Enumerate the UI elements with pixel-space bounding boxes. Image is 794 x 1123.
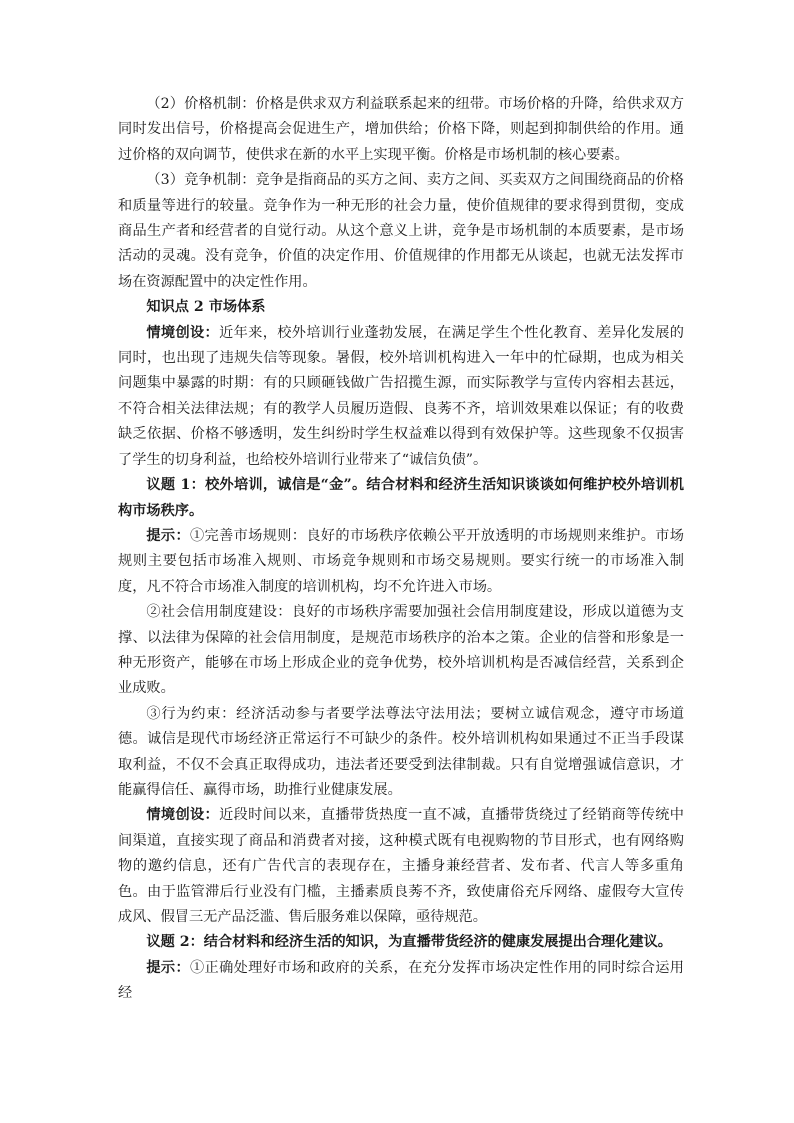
hint-paragraph-1 (118, 524, 684, 600)
scenario-lead-2: 情境创设： (146, 807, 220, 824)
document-page (118, 92, 684, 1007)
section-heading: 知识点 2 市场体系 (146, 299, 266, 316)
scenario-lead-1: 情境创设： (146, 324, 220, 341)
hint-paragraph-2: ②社会信用制度建设：良好的市场秩序需要加强社会信用制度建设，形成以道德为支撑、以法律为保障的社会信用制度，是规范市场秩序的治本之策。企业的信誉和形象是一种无形资产，能够在市场上形成企业的竞争优势，校外培训机构是否减信经营，关系到企业成败。 (118, 604, 684, 697)
paragraph-price-mechanism: （2）价格机制：价格是供求双方利益联系起来的纽带。市场价格的升降，给供求双方同时发出信号，价格提高会促进生产，增加供给；价格下降，则起到抑制供给的作用。通过价格的双向调节，使供求在新的水平上实现平衡。价格是市场机制的核心要素。 (118, 96, 684, 163)
scenario-paragraph-1 (118, 321, 684, 473)
hint-text-4: ①正确处理好市场和政府的关系，在充分发挥市场决定性作用的同时综合运用经 (118, 959, 684, 1002)
hint-paragraph-4 (118, 956, 684, 1007)
hint-text-1: ①完善市场规则：良好的市场秩序依赖公平开放透明的市场规则来维护。市场规则主要包括市场准入规则、市场竞争规则和市场交易规则。要实行统一的市场准入制度，凡不符合市场准入制度的培训机构，均不允许进入市场。 (118, 527, 684, 595)
scenario-paragraph-2 (118, 803, 684, 930)
hint-lead-1: 提示： (146, 527, 191, 544)
scenario-text-2: 近段时间以来，直播带货热度一直不减，直播带货绕过了经销商等传统中间渠道，直接实现了商品和消费者对接，这种模式既有电视购物的节目形式，也有网络购物的邀约信息，还有广告代言的表现存在，主播身兼经营者、发布者、代言人等多重角色。由于监管滞后行业没有门槛，主播素质良莠不齐，致使庸俗充斥网络、虚假夸大宣传成风、假冒三无产品泛滥、售后服务难以保障，亟待规范。 (118, 807, 684, 925)
hint-paragraph-3: ③行为约束：经济活动参与者要学法尊法守法用法；要树立诚信观念，遵守市场道德。诚信是现代市场经济正常运行不可缺少的条件。校外培训机构如果通过不正当手段谋取利益，不仅不会真正取得成功，违法者还要受到法律制裁。只有自觉增强诚信意识，才能赢得信任、赢得市场，助推行业健康发展。 (118, 705, 684, 798)
paragraph-competition-mechanism: （3）竞争机制：竞争是指商品的买方之间、卖方之间、买卖双方之间围绕商品的价格和质量等进行的较量。竞争作为一种无形的社会力量，使价值规律的要求得到贯彻，变成商品生产者和经营者的自觉行动。从这个意义上讲，竞争是市场机制的本质要素，是市场活动的灵魂。没有竞争，价值的决定作用、价值规律的作用都无从谈起，也就无法发挥市场在资源配置中的决定性作用。 (118, 172, 684, 290)
topic-question-2: 议题 2：结合材料和经济生活的知识，为直播带货经济的健康发展提出合理化建议。 (146, 934, 672, 951)
scenario-text-1: 近年来，校外培训行业蓬勃发展，在满足学生个性化教育、差异化发展的同时，也出现了违规失信等现象。暑假，校外培训机构进入一年中的忙碌期，也成为相关问题集中暴露的时期：有的只顾砸钱做广告招揽生源，而实际教学与宣传内容相去甚远，不符合相关法律法规；有的教学人员履历造假、良莠不齐，培训效果难以保证；有的收费缺乏依据、价格不够透明，发生纠纷时学生权益难以得到有效保护等。这些现象不仅损害了学生的切身利益，也给校外培训行业带来了“诚信负债”。 (118, 324, 684, 468)
topic-question-1: 议题 1：校外培训，诚信是“金”。结合材料和经济生活知识谈谈如何维护校外培训机构市场秩序。 (118, 477, 684, 519)
hint-lead-4: 提示： (146, 959, 191, 976)
